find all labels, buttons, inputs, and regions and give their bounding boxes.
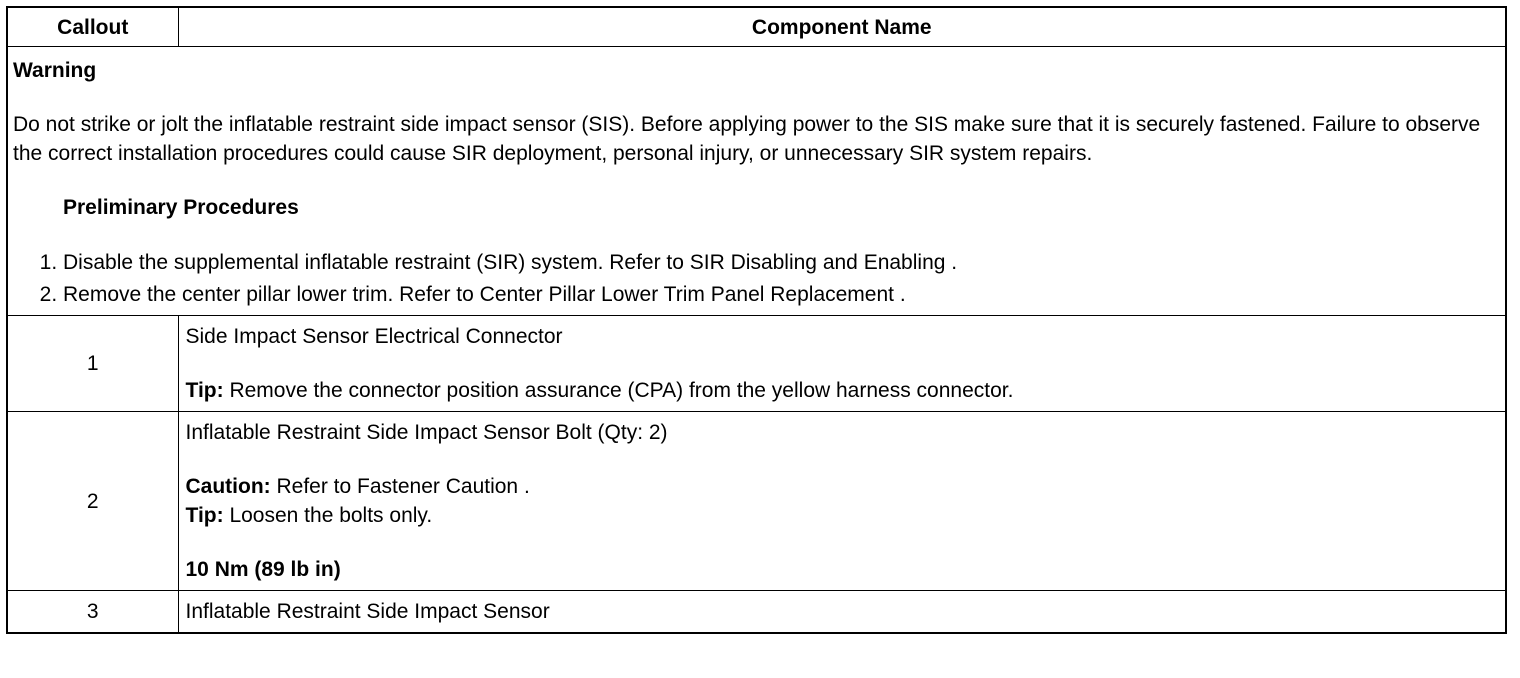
tip-note bbox=[186, 501, 1499, 530]
table-header-row bbox=[7, 7, 1506, 47]
tip-note bbox=[186, 376, 1499, 405]
table-row bbox=[7, 316, 1506, 412]
warning-title: Warning bbox=[13, 59, 97, 82]
tip-label: Tip: bbox=[185, 504, 224, 527]
tip-text: Loosen the bolts only. bbox=[223, 504, 433, 527]
caution-text: Refer to Fastener Caution . bbox=[270, 475, 530, 498]
callout-number: 2 bbox=[7, 412, 178, 591]
component-name: Inflatable Restraint Side Impact Sensor bbox=[185, 600, 550, 623]
preliminary-procedures-title: Preliminary Procedures bbox=[63, 196, 299, 219]
caution-label: Caution: bbox=[185, 475, 271, 498]
warning-row bbox=[7, 47, 1506, 316]
component-name: Inflatable Restraint Side Impact Sensor Bolt (Qty: 2) bbox=[185, 421, 668, 444]
preliminary-step: 2. Remove the center pillar lower trim. Refer to Center Pillar Lower Trim Panel Replacement . bbox=[63, 279, 1500, 311]
torque-spec: 10 Nm (89 lb in) bbox=[185, 558, 341, 581]
table-row bbox=[7, 412, 1506, 591]
component-name-column-header: Component Name bbox=[178, 7, 1506, 47]
component-cell bbox=[178, 591, 1506, 634]
callout-column-header: Callout bbox=[7, 7, 178, 47]
procedure-table bbox=[6, 6, 1507, 634]
component-cell bbox=[178, 316, 1506, 412]
tip-text: Remove the connector position assurance (CPA) from the yellow harness connector. bbox=[223, 379, 1014, 402]
caution-note bbox=[186, 472, 1499, 501]
component-name: Side Impact Sensor Electrical Connector bbox=[185, 325, 563, 348]
table-row bbox=[7, 591, 1506, 634]
preliminary-step: 1. Disable the supplemental inflatable restraint (SIR) system. Refer to SIR Disabling and Enabling . bbox=[63, 247, 1500, 279]
callout-number: 3 bbox=[7, 591, 178, 634]
warning-cell bbox=[7, 47, 1506, 316]
warning-text: Do not strike or jolt the inflatable restraint side impact sensor (SIS). Before applying power to the SIS make sure that it is securely fastened. Failure to observe the correct installation procedures could cause SIR deployment, personal injury, or unnecessary SIR system repairs. bbox=[13, 113, 1481, 165]
tip-label: Tip: bbox=[185, 379, 224, 402]
preliminary-steps-list bbox=[13, 247, 1500, 311]
component-cell bbox=[178, 412, 1506, 591]
callout-number: 1 bbox=[7, 316, 178, 412]
